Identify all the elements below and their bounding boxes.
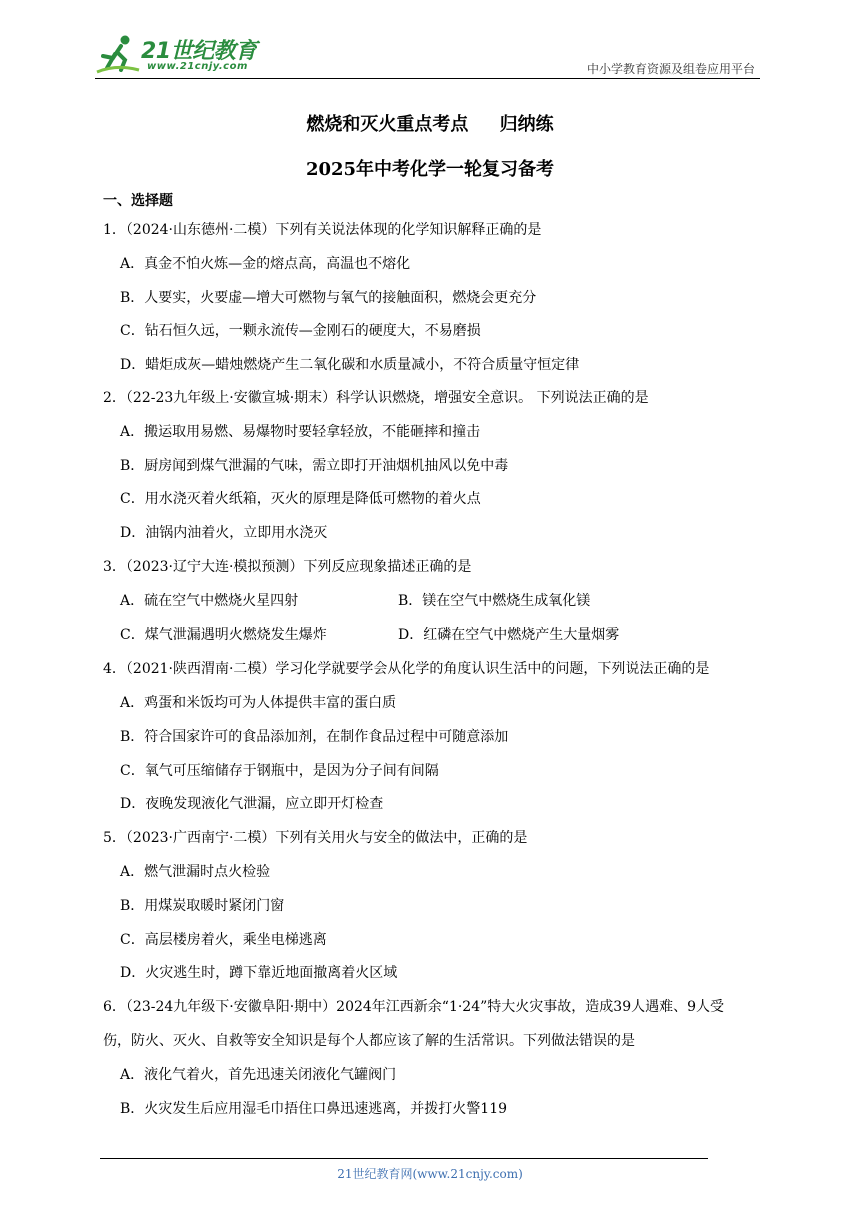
question-5-option-b: B．用煤炭取暖时紧闭门窗 bbox=[120, 898, 285, 914]
section-heading: 一、选择题 bbox=[103, 193, 173, 209]
site-logo[interactable] bbox=[95, 34, 265, 76]
question-3-option-a: A．硫在空气中燃烧火星四射 bbox=[120, 593, 299, 609]
page-header bbox=[95, 30, 755, 80]
question-4-option-c: C．氧气可压缩储存于钢瓶中，是因为分子间有间隔 bbox=[120, 763, 439, 779]
question-4-option-d: D．夜晚发现液化气泄漏，应立即开灯检查 bbox=[120, 796, 384, 812]
question-5-stem: 5．（2023·广西南宁·二模）下列有关用火与安全的做法中，正确的是 bbox=[103, 830, 528, 846]
question-3-option-d: D．红磷在空气中燃烧产生大量烟雾 bbox=[398, 627, 620, 643]
runner-logo-icon bbox=[95, 34, 141, 74]
question-5-option-d: D．火灾逃生时，蹲下靠近地面撤离着火区域 bbox=[120, 965, 398, 981]
question-5-option-c: C．高层楼房着火，乘坐电梯逃离 bbox=[120, 932, 327, 948]
logo-brand: 21世纪教育 bbox=[141, 39, 257, 64]
question-1-option-c: C．钻石恒久远，一颗永流传—金刚石的硬度大，不易磨损 bbox=[120, 323, 481, 339]
question-4-option-b: B．符合国家许可的食品添加剂，在制作食品过程中可随意添加 bbox=[120, 729, 509, 745]
question-3-stem: 3．（2023·辽宁大连·模拟预测）下列反应现象描述正确的是 bbox=[103, 559, 472, 575]
question-3-option-b: B．镁在空气中燃烧生成氧化镁 bbox=[398, 593, 591, 609]
question-2-option-b: B．厨房闻到煤气泄漏的气味，需立即打开油烟机抽风以免中毒 bbox=[120, 458, 509, 474]
question-1-option-d: D．蜡炬成灰—蜡烛燃烧产生二氧化碳和水质量减小，不符合质量守恒定律 bbox=[120, 357, 580, 373]
platform-label: 中小学教育资源及组卷应用平台 bbox=[586, 62, 755, 76]
question-6-option-a: A．液化气着火，首先迅速关闭液化气罐阀门 bbox=[120, 1067, 397, 1083]
question-2-stem: 2．（22-23九年级上·安徽宣城·期末）科学认识燃烧，增强安全意识。 下列说法正确的是 bbox=[103, 390, 649, 406]
doc-subtitle: 2025年中考化学一轮复习备考 bbox=[305, 159, 555, 180]
question-5-option-a: A．燃气泄漏时点火检验 bbox=[120, 864, 271, 880]
question-2-option-a: A．搬运取用易燃、易爆物时要轻拿轻放，不能砸摔和撞击 bbox=[120, 424, 481, 440]
header-divider bbox=[95, 78, 760, 79]
logo-url: www.21cnjy.com bbox=[147, 61, 248, 72]
question-1-option-b: B．人要实，火要虚—增大可燃物与氧气的接触面积，燃烧会更充分 bbox=[120, 290, 537, 306]
footer-link[interactable]: 21世纪教育网(www.21cnjy.com) bbox=[337, 1167, 523, 1181]
question-6-stem-line1: 6．（23-24九年级下·安徽阜阳·期中）2024年江西新余“1·24”特大火灾事故，造成39人遇难、9人受 bbox=[103, 999, 725, 1015]
footer-divider bbox=[100, 1158, 708, 1159]
question-4-option-a: A．鸡蛋和米饭均可为人体提供丰富的蛋白质 bbox=[120, 695, 397, 711]
doc-title: 燃烧和灭火重点考点 归纳练 bbox=[306, 114, 554, 135]
question-1-stem: 1．（2024·山东德州·二模）下列有关说法体现的化学知识解释正确的是 bbox=[103, 222, 542, 238]
question-2-option-c: C．用水浇灭着火纸箱，灭火的原理是降低可燃物的着火点 bbox=[120, 491, 481, 507]
question-4-stem: 4．（2021·陕西渭南·二模）学习化学就要学会从化学的角度认识生活中的问题，下列说法正确的是 bbox=[103, 661, 710, 677]
question-3-option-c: C．煤气泄漏遇明火燃烧发生爆炸 bbox=[120, 627, 327, 643]
question-2-option-d: D．油锅内油着火，立即用水浇灭 bbox=[120, 525, 328, 541]
question-6-option-b: B．火灾发生后应用湿毛巾捂住口鼻迅速逃离，并拨打火警119 bbox=[120, 1101, 508, 1117]
question-6-stem-line2: 伤，防火、灭火、自救等安全知识是每个人都应该了解的生活常识。下列做法错误的是 bbox=[103, 1033, 635, 1049]
question-1-option-a: A．真金不怕火炼—金的熔点高，高温也不熔化 bbox=[120, 256, 411, 272]
